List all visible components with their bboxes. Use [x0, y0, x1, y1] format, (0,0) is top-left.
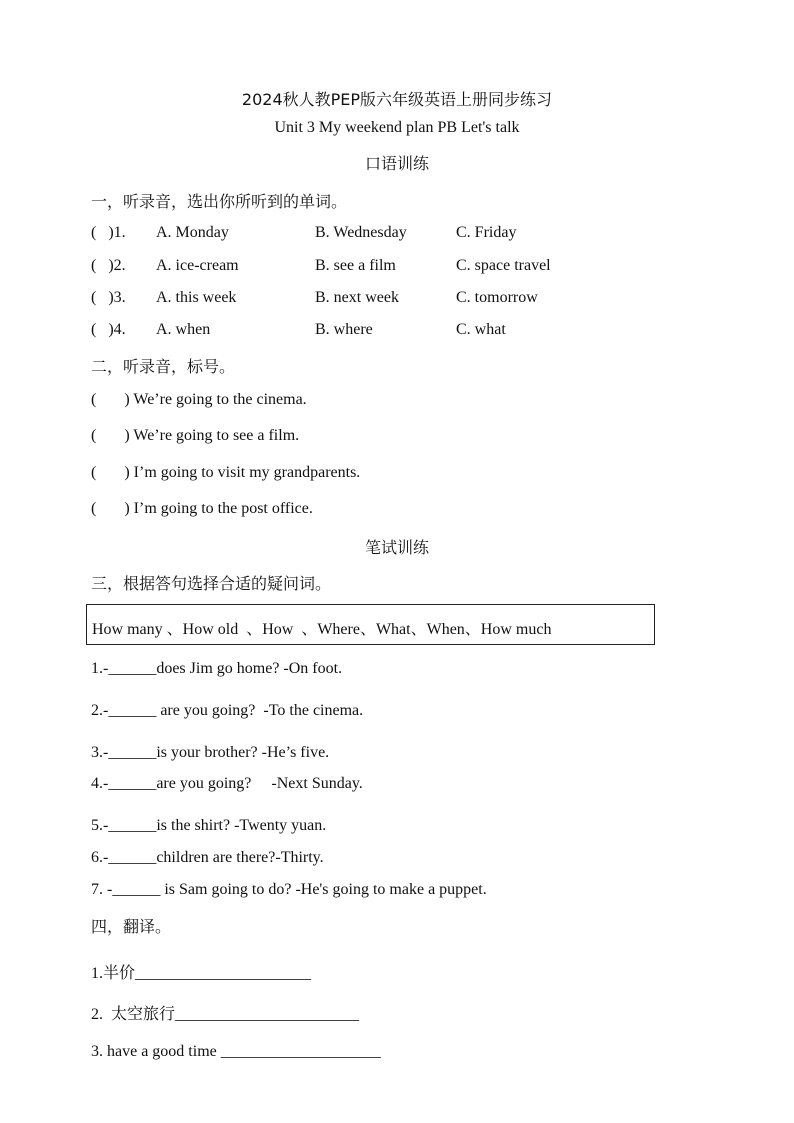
- part2-item: ( ) I’m going to visit my grandparents.: [91, 464, 361, 481]
- option-b: B. Wednesday: [315, 224, 407, 241]
- part1-question-number: ( )3.: [91, 289, 126, 306]
- part3-item: 1.-______does Jim go home? -On foot.: [91, 660, 343, 677]
- part3-item: 3.-______is your brother? -He’s five.: [91, 744, 330, 761]
- part3-heading: 三，根据答句选择合适的疑问词。: [91, 574, 332, 593]
- option-a: A. Monday: [156, 224, 229, 241]
- part4-item: 3. have a good time ____________________: [91, 1043, 381, 1060]
- option-c: C. what: [456, 321, 506, 338]
- part2-item: ( ) We’re going to the cinema.: [91, 391, 307, 408]
- option-c: C. Friday: [456, 224, 517, 241]
- part4-item: 1.半价______________________: [91, 965, 312, 982]
- part4-item: 2. 太空旅行_______________________: [91, 1006, 360, 1023]
- option-a: A. this week: [156, 289, 237, 306]
- worksheet-title: 2024秋人教PEP版六年级英语上册同步练习: [241, 90, 553, 109]
- part3-item: 2.-______ are you going? -To the cinema.: [91, 702, 364, 719]
- part3-item: 5.-______is the shirt? -Twenty yuan.: [91, 817, 327, 834]
- unit-subtitle: Unit 3 My weekend plan PB Let's talk: [274, 119, 520, 136]
- part2-heading: 二，听录音，标号。: [91, 357, 236, 376]
- option-b: B. see a film: [315, 257, 396, 274]
- part3-item: 6.-______children are there?-Thirty.: [91, 849, 324, 866]
- section-oral-training: 口语训练: [364, 154, 429, 173]
- option-c: C. space travel: [456, 257, 551, 274]
- part1-question-number: ( )1.: [91, 224, 126, 241]
- part2-item: ( ) We’re going to see a film.: [91, 427, 300, 444]
- part1-question-number: ( )2.: [91, 257, 126, 274]
- word-bank-text: How many 、How old 、How 、Where、What、When、How much: [92, 621, 552, 638]
- option-a: A. ice-cream: [156, 257, 239, 274]
- word-bank-box: [86, 604, 655, 645]
- part1-heading: 一，听录音，选出你所听到的单词。: [91, 192, 348, 211]
- option-b: B. where: [315, 321, 373, 338]
- part2-item: ( ) I’m going to the post office.: [91, 500, 313, 517]
- part3-item: 7. -______ is Sam going to do? -He's going to make a puppet.: [91, 881, 487, 898]
- section-written-training: 笔试训练: [364, 538, 429, 557]
- part4-heading: 四，翻译。: [91, 917, 172, 936]
- part1-question-number: ( )4.: [91, 321, 126, 338]
- option-c: C. tomorrow: [456, 289, 538, 306]
- option-a: A. when: [156, 321, 211, 338]
- option-b: B. next week: [315, 289, 399, 306]
- part3-item: 4.-______are you going? -Next Sunday.: [91, 775, 363, 792]
